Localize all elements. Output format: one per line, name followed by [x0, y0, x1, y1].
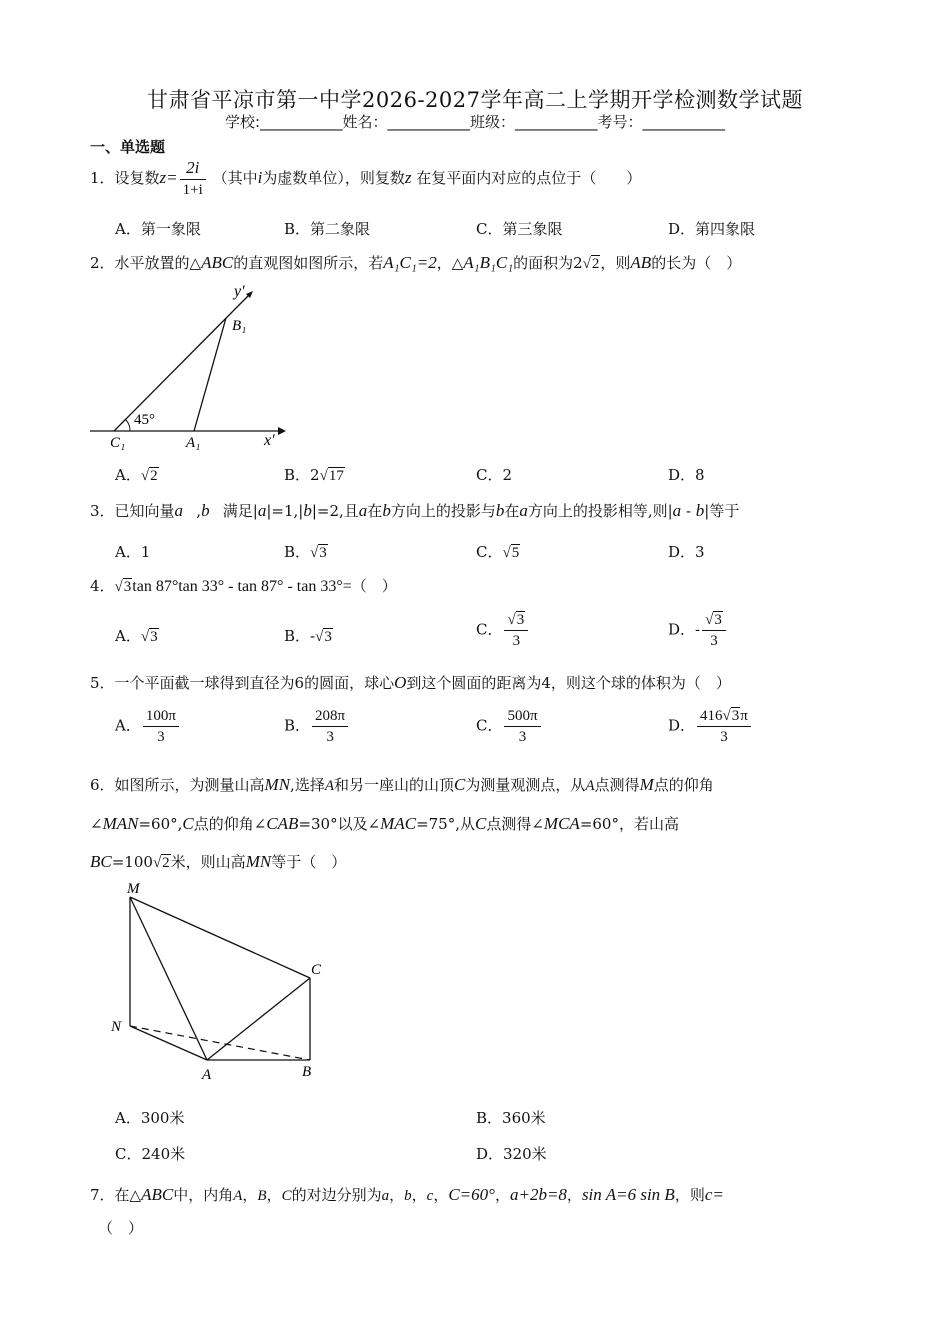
- q4-option-a-radicand: 3: [150, 629, 158, 645]
- q6-label-b: B: [302, 1064, 312, 1080]
- vector-a: [175, 501, 197, 520]
- q3-text-5: 在: [367, 502, 383, 520]
- q5-option-d-fraction: [697, 706, 751, 747]
- q6-segment-ac: [207, 978, 310, 1060]
- q6-line-1: [90, 766, 860, 805]
- q4-radicand: 3: [123, 579, 132, 595]
- q3-text-4: |=2,且: [311, 502, 359, 520]
- q5-option-b[interactable]: [284, 706, 350, 747]
- q6-line-2: [90, 805, 860, 843]
- q1-text-4: 在复平面内对应的点位于（ ）: [411, 169, 642, 187]
- q6-text-5: 点测得: [594, 776, 640, 794]
- q6-label-n: N: [111, 1019, 122, 1035]
- q1-option-a[interactable]: A．第一象限: [115, 220, 201, 238]
- q2-label-angle: 45°: [134, 412, 155, 428]
- q2-option-c-value: 2: [502, 466, 513, 484]
- q4-option-a-label: A．: [115, 627, 141, 645]
- q4-option-c-radicand: 3: [516, 612, 525, 628]
- question-4: [90, 575, 860, 598]
- q3-b-3: b: [382, 501, 391, 520]
- q4-option-c-label: C．: [476, 620, 503, 639]
- q1-text: 1．设复数: [90, 169, 160, 187]
- q2-abc: ABC: [201, 253, 234, 272]
- q6-m: M: [639, 775, 654, 794]
- q3-option-d-value: 3: [695, 543, 705, 561]
- q5-option-c[interactable]: [476, 706, 543, 747]
- q3-option-c-radicand: 5: [511, 545, 520, 561]
- q6-a-2: A: [585, 778, 595, 794]
- q2-text-5: ，则: [600, 254, 631, 272]
- q4-option-c-num: √3: [504, 610, 528, 631]
- q2-option-c-label: C．: [476, 466, 503, 484]
- q6-c: C: [454, 775, 466, 794]
- q6-text-7: =60°,: [138, 815, 183, 833]
- q3-b-5: b: [695, 501, 705, 520]
- q6-a: A: [324, 778, 334, 794]
- q7-angle-c: C: [281, 1188, 292, 1204]
- vector-b: [201, 501, 223, 520]
- q3-a-4: a: [519, 501, 528, 520]
- q6-text-12: =60°，若山高: [579, 815, 679, 833]
- q7-sep-4: ，: [411, 1186, 427, 1204]
- q6-figure: [105, 875, 335, 1085]
- q4-text: 4．: [90, 577, 115, 595]
- q7-text-4: ，则: [674, 1186, 705, 1204]
- question-1: [90, 158, 860, 200]
- q3-text-7: 在: [504, 502, 520, 520]
- q4-option-d-label: D．-: [668, 620, 701, 639]
- q5-option-d-num-post: π: [740, 708, 748, 724]
- q1-var: z=: [159, 168, 178, 187]
- section-heading: 一、单选题: [90, 138, 166, 156]
- q5-option-a-fraction: [143, 706, 179, 747]
- q1-den: 1+i: [182, 182, 203, 198]
- q6-option-d-value: 320米: [503, 1145, 547, 1163]
- q3-option-a[interactable]: [115, 541, 150, 562]
- q4-option-c-den: 3: [512, 633, 521, 649]
- q2-text-4: 的面积为2: [513, 254, 583, 272]
- q7-cond-2: a+2b=8: [509, 1185, 567, 1204]
- q7-text: 7．在△: [90, 1186, 142, 1204]
- q3-a-5: a: [672, 501, 682, 520]
- q3-option-c-sqrt: √5: [502, 545, 520, 561]
- q2-text-6: 的长为（ ）: [651, 254, 742, 272]
- q6-option-c[interactable]: [115, 1143, 185, 1164]
- q3-text-9: |等于: [704, 502, 740, 520]
- q2-figure: [88, 282, 288, 454]
- q1-z: z: [404, 168, 412, 187]
- q5-option-d-sqrt: √3: [722, 708, 740, 724]
- q3-option-c-label: C．: [476, 543, 503, 561]
- student-info-line: 学校:___________姓名：___________班级：___________考号：___________: [224, 113, 726, 131]
- q6-radicand: 2: [162, 855, 170, 871]
- q2-a1b1c1: A₁B₁C₁: [463, 253, 514, 272]
- q7-sep-2: ，: [266, 1186, 282, 1204]
- q6-c-2: C: [182, 814, 194, 833]
- q3-comma: ,: [196, 502, 202, 520]
- q3-text: 3．已知向量: [90, 502, 175, 520]
- q6-mn: MN: [264, 775, 291, 794]
- q6-text-6: 点的仰角: [653, 776, 714, 794]
- question-5: [90, 672, 860, 694]
- q7-cond-1: C=60°: [448, 1185, 495, 1204]
- q2-option-c[interactable]: [476, 464, 512, 485]
- q2-sqrt-radicand: 2: [591, 256, 600, 272]
- q6-text-14: 米，则山高: [170, 853, 246, 871]
- q3-option-a-label: A．: [115, 543, 141, 561]
- q1-option-b[interactable]: B．第二象限: [284, 220, 371, 238]
- q6-mn-2: MN: [245, 852, 272, 871]
- q6-option-d-label: D．: [476, 1145, 504, 1163]
- q5-text-2: 到这个圆面的距离为4，则这个球的体积为（ ）: [406, 674, 731, 692]
- q3-option-d[interactable]: [668, 541, 705, 562]
- q5-option-a-num: 100π: [143, 706, 179, 727]
- q1-option-c[interactable]: C．第三象限: [476, 220, 563, 238]
- q3-b-2: b: [303, 501, 312, 520]
- question-7: [90, 1179, 860, 1244]
- q5-option-d-num: [697, 706, 751, 727]
- q7-angle-a: A: [233, 1188, 243, 1204]
- q5-option-d-den: 3: [720, 729, 728, 745]
- q2-label-b1: B₁: [232, 318, 247, 334]
- q1-fraction: [180, 158, 206, 200]
- q6-option-a-label: A．: [115, 1109, 141, 1127]
- q2-text-3: ，△: [436, 254, 464, 272]
- q6-text-9: =30°以及∠: [298, 815, 381, 833]
- q3-minus: -: [681, 502, 696, 520]
- q4-sqrt: √3: [114, 579, 132, 595]
- q3-text-8: 方向上的投影相等,则|: [527, 502, 673, 520]
- q3-option-b-label: B．: [284, 543, 311, 561]
- q4-option-b-label: B．-: [284, 627, 316, 645]
- q3-option-a-value: 1: [140, 543, 151, 561]
- q7-sep-6: ，: [494, 1186, 510, 1204]
- q3-a-2: a: [257, 501, 267, 520]
- q3-text-3: |=1,|: [266, 502, 304, 520]
- q1-i: i: [257, 168, 263, 187]
- q4-option-c-fraction: [504, 610, 528, 651]
- q6-mac: MAC: [380, 814, 417, 833]
- question-3: [90, 500, 860, 522]
- q4-option-b[interactable]: [284, 625, 333, 646]
- q3-option-b-radicand: 3: [319, 545, 327, 561]
- q6-text-4: 为测量观测点，从: [465, 776, 586, 794]
- q2-text: 2．水平放置的△: [90, 254, 202, 272]
- q7-side-a: a: [381, 1188, 390, 1204]
- q4-option-a[interactable]: [115, 625, 159, 646]
- q5-text: 5．一个平面截一球得到直径为6的圆面，球心: [90, 674, 395, 692]
- q7-line-1: [90, 1179, 860, 1212]
- q3-a: a: [174, 501, 197, 520]
- q2-angle-arc: [125, 419, 130, 431]
- q2-label-y: y′: [234, 283, 245, 300]
- q7-abc: ABC: [141, 1185, 174, 1204]
- q2-label-a1: A₁: [186, 435, 201, 451]
- q3-text-6: 方向上的投影与: [390, 502, 496, 520]
- q6-text-3: 和另一座山的山顶: [334, 776, 455, 794]
- q6-angle-sign: ∠: [90, 815, 103, 833]
- q2-text-2: 的直观图如图所示，若: [233, 254, 384, 272]
- q7-side-b: b: [404, 1188, 412, 1204]
- q6-segment-na: [130, 1026, 207, 1060]
- q6-bc: BC: [90, 852, 112, 871]
- q2-option-d-label: D．: [668, 466, 696, 484]
- q6-segment-nb-dashed: [130, 1026, 310, 1060]
- q5-option-d[interactable]: [668, 706, 753, 747]
- q4-option-d[interactable]: [668, 610, 728, 651]
- q6-sqrt: √2: [152, 855, 170, 871]
- q3-a-3: a: [358, 501, 368, 520]
- q5-option-d-num-pre: 416: [700, 708, 723, 724]
- q6-c-3: C: [475, 814, 487, 833]
- q2-option-d-value: 8: [695, 466, 705, 484]
- q2-option-a[interactable]: [115, 464, 159, 485]
- q5-option-b-num: 208π: [312, 706, 348, 727]
- q6-label-a: A: [202, 1067, 212, 1083]
- question-6: [90, 766, 860, 882]
- q2-sqrt: √2: [582, 256, 600, 272]
- q7-line-2: （ ）: [98, 1219, 144, 1237]
- q1-num: 2i: [186, 158, 200, 177]
- q6-option-a-value: 300米: [140, 1109, 185, 1127]
- q6-cab: CAB: [266, 814, 299, 833]
- q4-option-c[interactable]: [476, 610, 530, 651]
- q7-angle-b: B: [257, 1188, 267, 1204]
- q5-option-a-label: A．: [115, 716, 141, 735]
- q2-x-arrow-icon: [278, 427, 286, 435]
- q5-option-a[interactable]: [115, 706, 181, 747]
- q3-option-b[interactable]: [284, 541, 328, 562]
- q4-text-2: （ ）: [351, 577, 397, 595]
- q4-option-a-sqrt: √3: [140, 629, 158, 645]
- q4-option-d-den: 3: [710, 633, 718, 649]
- q1-text-3: 为虚数单位），则复数: [262, 169, 405, 187]
- exam-title: 甘肃省平凉市第一中学2026-2027学年高二上学期开学检测数学试题: [147, 88, 803, 112]
- question-2: [90, 252, 860, 275]
- q6-label-m: M: [127, 881, 140, 897]
- q2-a1c1: A₁C₁=2: [383, 253, 437, 272]
- q2-option-b-radicand: 17: [328, 468, 344, 484]
- q3-b-4: b: [495, 501, 505, 520]
- q2-option-b[interactable]: [284, 464, 345, 485]
- q6-option-c-label: C．: [115, 1145, 142, 1163]
- q2-y-axis: [114, 294, 250, 431]
- q5-option-d-label: D．: [668, 716, 696, 735]
- q6-text-10: =75°,从: [416, 815, 475, 833]
- q1-option-d[interactable]: D．第四象限: [668, 220, 756, 238]
- q3-option-b-sqrt: √3: [310, 545, 327, 561]
- q5-option-a-den: 3: [157, 729, 165, 745]
- q2-ab: AB: [630, 253, 652, 272]
- q6-segment-mc: [130, 897, 310, 978]
- q7-text-2: 中，内角: [173, 1186, 234, 1204]
- q6-option-b-value: 360米: [502, 1109, 546, 1127]
- q7-text-3: 的对边分别为: [291, 1186, 382, 1204]
- q3-option-d-label: D．: [668, 543, 696, 561]
- q2-option-a-label: A．: [115, 466, 141, 484]
- q5-option-d-radicand: 3: [731, 708, 740, 724]
- q4-expression: tan 87°tan 33° - tan 87° - tan 33°=: [132, 578, 352, 595]
- q2-label-x: x′: [264, 432, 275, 449]
- q7-sep-7: ，: [566, 1186, 582, 1204]
- q5-option-c-label: C．: [476, 716, 503, 735]
- q5-option-c-fraction: [504, 706, 540, 747]
- q2-option-d[interactable]: [668, 464, 705, 485]
- q6-mca: MCA: [543, 814, 580, 833]
- q7-sep-3: ，: [389, 1186, 405, 1204]
- q6-text-11: 点测得∠: [486, 815, 544, 833]
- q3-option-c[interactable]: [476, 541, 520, 562]
- q4-option-b-sqrt: √3: [315, 629, 332, 645]
- q2-label-c1: C₁: [110, 435, 126, 451]
- q2-option-b-label: B．2: [284, 466, 320, 484]
- q5-option-c-num: 500π: [504, 706, 540, 727]
- q5-option-b-fraction: [312, 706, 348, 747]
- q6-text-13: =100: [111, 853, 153, 871]
- q4-option-d-fraction: [702, 610, 726, 651]
- q6-option-d[interactable]: [476, 1143, 547, 1164]
- q6-label-c: C: [311, 962, 322, 978]
- q4-option-d-radicand: 3: [714, 612, 722, 628]
- q3-b: b: [201, 501, 223, 520]
- q7-sep-5: ，: [433, 1186, 449, 1204]
- q3-text-2: 满足|: [222, 502, 258, 520]
- q4-option-d-num: √3: [702, 610, 726, 631]
- q6-option-b-label: B．: [476, 1109, 503, 1127]
- q4-option-b-radicand: 3: [324, 629, 332, 645]
- q1-text-2: （其中: [212, 169, 258, 187]
- q6-man: MAN: [102, 814, 139, 833]
- q5-o: O: [394, 673, 407, 692]
- q6-text-2: ,选择: [290, 776, 325, 794]
- q6-option-b[interactable]: [476, 1107, 546, 1128]
- q2-option-a-sqrt: √2: [140, 468, 158, 484]
- q2-option-a-radicand: 2: [150, 468, 158, 484]
- q6-option-a[interactable]: [115, 1107, 184, 1128]
- q6-segment-ma: [130, 897, 207, 1060]
- q6-text: 6．如图所示，为测量山高: [90, 776, 265, 794]
- q6-text-15: 等于（ ）: [271, 853, 347, 871]
- q5-option-b-den: 3: [326, 729, 334, 745]
- q5-option-b-label: B．: [284, 716, 311, 735]
- q7-side-c: c: [426, 1188, 434, 1204]
- q6-text-8: 点的仰角∠: [193, 815, 267, 833]
- q6-option-c-value: 240米: [141, 1145, 186, 1163]
- q2-option-b-sqrt: √17: [319, 468, 344, 484]
- q7-c-eq: c=: [704, 1185, 724, 1204]
- q5-option-c-den: 3: [518, 729, 527, 745]
- q7-sep-1: ，: [242, 1186, 258, 1204]
- q7-cond-3: sin A=6 sin B: [581, 1185, 675, 1204]
